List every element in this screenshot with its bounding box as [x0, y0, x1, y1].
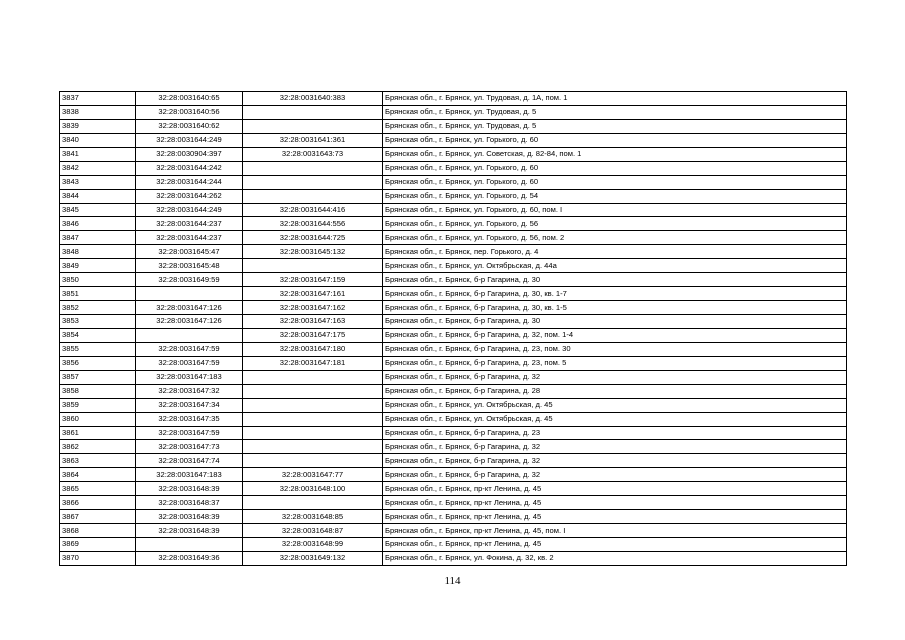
address-cell: Брянская обл., г. Брянск, б-р Гагарина, д. 32	[383, 454, 847, 468]
object-cadastral-number-cell: 32:28:0031648:100	[243, 482, 383, 496]
row-number-cell: 3863	[60, 454, 136, 468]
row-number-cell: 3859	[60, 398, 136, 412]
parcel-cadastral-number-cell: 32:28:0030904:397	[136, 147, 243, 161]
row-number-cell: 3854	[60, 328, 136, 342]
row-number-cell: 3848	[60, 245, 136, 259]
table-row	[60, 217, 847, 231]
object-cadastral-number-cell: 32:28:0031644:725	[243, 231, 383, 245]
object-cadastral-number-cell: 32:28:0031643:73	[243, 147, 383, 161]
row-number-cell: 3870	[60, 551, 136, 565]
row-number-cell: 3842	[60, 161, 136, 175]
address-cell: Брянская обл., г. Брянск, ул. Октябрьская, д. 45	[383, 412, 847, 426]
row-number-cell: 3862	[60, 440, 136, 454]
address-cell: Брянская обл., г. Брянск, пер. Горького, д. 4	[383, 245, 847, 259]
row-number-cell: 3867	[60, 510, 136, 524]
object-cadastral-number-cell: 32:28:0031647:161	[243, 287, 383, 301]
table-row	[60, 356, 847, 370]
address-cell: Брянская обл., г. Брянск, ул. Октябрьская, д. 44а	[383, 259, 847, 273]
row-number-cell: 3844	[60, 189, 136, 203]
table-row	[60, 482, 847, 496]
object-cadastral-number-cell	[243, 370, 383, 384]
row-number-cell: 3858	[60, 384, 136, 398]
row-number-cell: 3843	[60, 175, 136, 189]
parcel-cadastral-number-cell: 32:28:0031644:244	[136, 175, 243, 189]
row-number-cell: 3865	[60, 482, 136, 496]
table-row	[60, 133, 847, 147]
parcel-cadastral-number-cell: 32:28:0031647:183	[136, 468, 243, 482]
table-row	[60, 92, 847, 106]
parcel-cadastral-number-cell	[136, 538, 243, 552]
address-cell: Брянская обл., г. Брянск, б-р Гагарина, д. 30	[383, 273, 847, 287]
table-row	[60, 245, 847, 259]
object-cadastral-number-cell: 32:28:0031647:163	[243, 315, 383, 329]
address-cell: Брянская обл., г. Брянск, ул. Трудовая, д. 5	[383, 119, 847, 133]
address-cell: Брянская обл., г. Брянск, ул. Горького, д. 56	[383, 217, 847, 231]
parcel-cadastral-number-cell: 32:28:0031649:36	[136, 551, 243, 565]
address-cell: Брянская обл., г. Брянск, ул. Советская, д. 82-84, пом. 1	[383, 147, 847, 161]
parcel-cadastral-number-cell: 32:28:0031644:262	[136, 189, 243, 203]
table-row	[60, 412, 847, 426]
object-cadastral-number-cell: 32:28:0031647:77	[243, 468, 383, 482]
object-cadastral-number-cell: 32:28:0031647:181	[243, 356, 383, 370]
address-cell: Брянская обл., г. Брянск, б-р Гагарина, д. 32	[383, 468, 847, 482]
object-cadastral-number-cell	[243, 398, 383, 412]
object-cadastral-number-cell: 32:28:0031649:132	[243, 551, 383, 565]
object-cadastral-number-cell	[243, 384, 383, 398]
object-cadastral-number-cell: 32:28:0031647:180	[243, 342, 383, 356]
table-row	[60, 468, 847, 482]
address-cell: Брянская обл., г. Брянск, б-р Гагарина, д. 32	[383, 370, 847, 384]
address-cell: Брянская обл., г. Брянск, ул. Трудовая, д. 5	[383, 105, 847, 119]
row-number-cell: 3839	[60, 119, 136, 133]
row-number-cell: 3841	[60, 147, 136, 161]
table-row	[60, 315, 847, 329]
address-cell: Брянская обл., г. Брянск, пр-кт Ленина, д. 45, пом. I	[383, 524, 847, 538]
object-cadastral-number-cell	[243, 412, 383, 426]
object-cadastral-number-cell: 32:28:0031644:416	[243, 203, 383, 217]
parcel-cadastral-number-cell	[136, 328, 243, 342]
row-number-cell: 3856	[60, 356, 136, 370]
object-cadastral-number-cell	[243, 259, 383, 273]
parcel-cadastral-number-cell: 32:28:0031647:34	[136, 398, 243, 412]
table-row	[60, 147, 847, 161]
object-cadastral-number-cell	[243, 189, 383, 203]
address-cell: Брянская обл., г. Брянск, ул. Горького, д. 60	[383, 133, 847, 147]
object-cadastral-number-cell	[243, 426, 383, 440]
parcel-cadastral-number-cell: 32:28:0031647:126	[136, 301, 243, 315]
row-number-cell: 3869	[60, 538, 136, 552]
row-number-cell: 3860	[60, 412, 136, 426]
parcel-cadastral-number-cell: 32:28:0031644:237	[136, 217, 243, 231]
object-cadastral-number-cell	[243, 161, 383, 175]
row-number-cell: 3852	[60, 301, 136, 315]
object-cadastral-number-cell: 32:28:0031647:175	[243, 328, 383, 342]
table-row	[60, 273, 847, 287]
object-cadastral-number-cell: 32:28:0031645:132	[243, 245, 383, 259]
parcel-cadastral-number-cell: 32:28:0031647:59	[136, 342, 243, 356]
table-row	[60, 524, 847, 538]
row-number-cell: 3855	[60, 342, 136, 356]
address-cell: Брянская обл., г. Брянск, б-р Гагарина, д. 30	[383, 315, 847, 329]
address-cell: Брянская обл., г. Брянск, ул. Горького, д. 60	[383, 161, 847, 175]
address-cell: Брянская обл., г. Брянск, пр-кт Ленина, д. 45	[383, 482, 847, 496]
row-number-cell: 3851	[60, 287, 136, 301]
table-row	[60, 426, 847, 440]
row-number-cell: 3857	[60, 370, 136, 384]
row-number-cell: 3838	[60, 105, 136, 119]
parcel-cadastral-number-cell: 32:28:0031640:56	[136, 105, 243, 119]
parcel-cadastral-number-cell: 32:28:0031647:74	[136, 454, 243, 468]
parcel-cadastral-number-cell: 32:28:0031645:47	[136, 245, 243, 259]
row-number-cell: 3840	[60, 133, 136, 147]
object-cadastral-number-cell	[243, 175, 383, 189]
object-cadastral-number-cell	[243, 440, 383, 454]
parcel-cadastral-number-cell: 32:28:0031640:65	[136, 92, 243, 106]
parcel-cadastral-number-cell: 32:28:0031640:62	[136, 119, 243, 133]
table-row	[60, 454, 847, 468]
parcel-cadastral-number-cell: 32:28:0031644:249	[136, 203, 243, 217]
table-row	[60, 119, 847, 133]
parcel-cadastral-number-cell: 32:28:0031644:242	[136, 161, 243, 175]
address-cell: Брянская обл., г. Брянск, б-р Гагарина, д. 23, пом. 5	[383, 356, 847, 370]
address-cell: Брянская обл., г. Брянск, ул. Горького, д. 60	[383, 175, 847, 189]
table-row	[60, 538, 847, 552]
table-row	[60, 301, 847, 315]
table-row	[60, 287, 847, 301]
address-cell: Брянская обл., г. Брянск, б-р Гагарина, д. 23, пом. 30	[383, 342, 847, 356]
address-cell: Брянская обл., г. Брянск, пр-кт Ленина, д. 45	[383, 538, 847, 552]
object-cadastral-number-cell: 32:28:0031648:99	[243, 538, 383, 552]
registry-table	[59, 91, 847, 566]
row-number-cell: 3849	[60, 259, 136, 273]
table-row	[60, 342, 847, 356]
parcel-cadastral-number-cell	[136, 287, 243, 301]
object-cadastral-number-cell	[243, 496, 383, 510]
table-row	[60, 440, 847, 454]
object-cadastral-number-cell: 32:28:0031640:383	[243, 92, 383, 106]
parcel-cadastral-number-cell: 32:28:0031648:39	[136, 510, 243, 524]
address-cell: Брянская обл., г. Брянск, б-р Гагарина, д. 32, пом. 1-4	[383, 328, 847, 342]
row-number-cell: 3868	[60, 524, 136, 538]
address-cell: Брянская обл., г. Брянск, б-р Гагарина, д. 23	[383, 426, 847, 440]
address-cell: Брянская обл., г. Брянск, ул. Горького, д. 56, пом. 2	[383, 231, 847, 245]
address-cell: Брянская обл., г. Брянск, ул. Октябрьская, д. 45	[383, 398, 847, 412]
row-number-cell: 3846	[60, 217, 136, 231]
row-number-cell: 3850	[60, 273, 136, 287]
page-number: 114	[444, 575, 461, 587]
table-row	[60, 161, 847, 175]
parcel-cadastral-number-cell: 32:28:0031648:37	[136, 496, 243, 510]
parcel-cadastral-number-cell: 32:28:0031648:39	[136, 482, 243, 496]
object-cadastral-number-cell: 32:28:0031641:361	[243, 133, 383, 147]
parcel-cadastral-number-cell: 32:28:0031648:39	[136, 524, 243, 538]
table-row	[60, 384, 847, 398]
row-number-cell: 3837	[60, 92, 136, 106]
address-cell: Брянская обл., г. Брянск, ул. Горького, д. 54	[383, 189, 847, 203]
address-cell: Брянская обл., г. Брянск, пр-кт Ленина, д. 45	[383, 496, 847, 510]
table-row	[60, 105, 847, 119]
table-row	[60, 551, 847, 565]
table-row	[60, 510, 847, 524]
address-cell: Брянская обл., г. Брянск, б-р Гагарина, д. 28	[383, 384, 847, 398]
parcel-cadastral-number-cell: 32:28:0031645:48	[136, 259, 243, 273]
table-row	[60, 203, 847, 217]
address-cell: Брянская обл., г. Брянск, б-р Гагарина, д. 30, кв. 1-7	[383, 287, 847, 301]
table-row	[60, 398, 847, 412]
table-row	[60, 175, 847, 189]
row-number-cell: 3845	[60, 203, 136, 217]
parcel-cadastral-number-cell: 32:28:0031647:59	[136, 426, 243, 440]
table-row	[60, 370, 847, 384]
parcel-cadastral-number-cell: 32:28:0031649:59	[136, 273, 243, 287]
address-cell: Брянская обл., г. Брянск, пр-кт Ленина, д. 45	[383, 510, 847, 524]
address-cell: Брянская обл., г. Брянск, ул. Фокина, д. 32, кв. 2	[383, 551, 847, 565]
object-cadastral-number-cell: 32:28:0031644:556	[243, 217, 383, 231]
address-cell: Брянская обл., г. Брянск, ул. Трудовая, д. 1А, пом. 1	[383, 92, 847, 106]
registry-table-body	[60, 92, 847, 566]
row-number-cell: 3853	[60, 315, 136, 329]
parcel-cadastral-number-cell: 32:28:0031647:73	[136, 440, 243, 454]
table-row	[60, 259, 847, 273]
parcel-cadastral-number-cell: 32:28:0031647:59	[136, 356, 243, 370]
object-cadastral-number-cell	[243, 119, 383, 133]
parcel-cadastral-number-cell: 32:28:0031647:32	[136, 384, 243, 398]
object-cadastral-number-cell: 32:28:0031647:162	[243, 301, 383, 315]
parcel-cadastral-number-cell: 32:28:0031644:249	[136, 133, 243, 147]
parcel-cadastral-number-cell: 32:28:0031647:35	[136, 412, 243, 426]
row-number-cell: 3866	[60, 496, 136, 510]
table-row	[60, 189, 847, 203]
table-row	[60, 496, 847, 510]
row-number-cell: 3861	[60, 426, 136, 440]
address-cell: Брянская обл., г. Брянск, б-р Гагарина, д. 30, кв. 1-5	[383, 301, 847, 315]
object-cadastral-number-cell: 32:28:0031648:85	[243, 510, 383, 524]
table-row	[60, 328, 847, 342]
parcel-cadastral-number-cell: 32:28:0031647:183	[136, 370, 243, 384]
object-cadastral-number-cell	[243, 454, 383, 468]
address-cell: Брянская обл., г. Брянск, ул. Горького, д. 60, пом. I	[383, 203, 847, 217]
parcel-cadastral-number-cell: 32:28:0031644:237	[136, 231, 243, 245]
row-number-cell: 3847	[60, 231, 136, 245]
parcel-cadastral-number-cell: 32:28:0031647:126	[136, 315, 243, 329]
table-row	[60, 231, 847, 245]
row-number-cell: 3864	[60, 468, 136, 482]
address-cell: Брянская обл., г. Брянск, б-р Гагарина, д. 32	[383, 440, 847, 454]
object-cadastral-number-cell: 32:28:0031648:87	[243, 524, 383, 538]
object-cadastral-number-cell: 32:28:0031647:159	[243, 273, 383, 287]
object-cadastral-number-cell	[243, 105, 383, 119]
